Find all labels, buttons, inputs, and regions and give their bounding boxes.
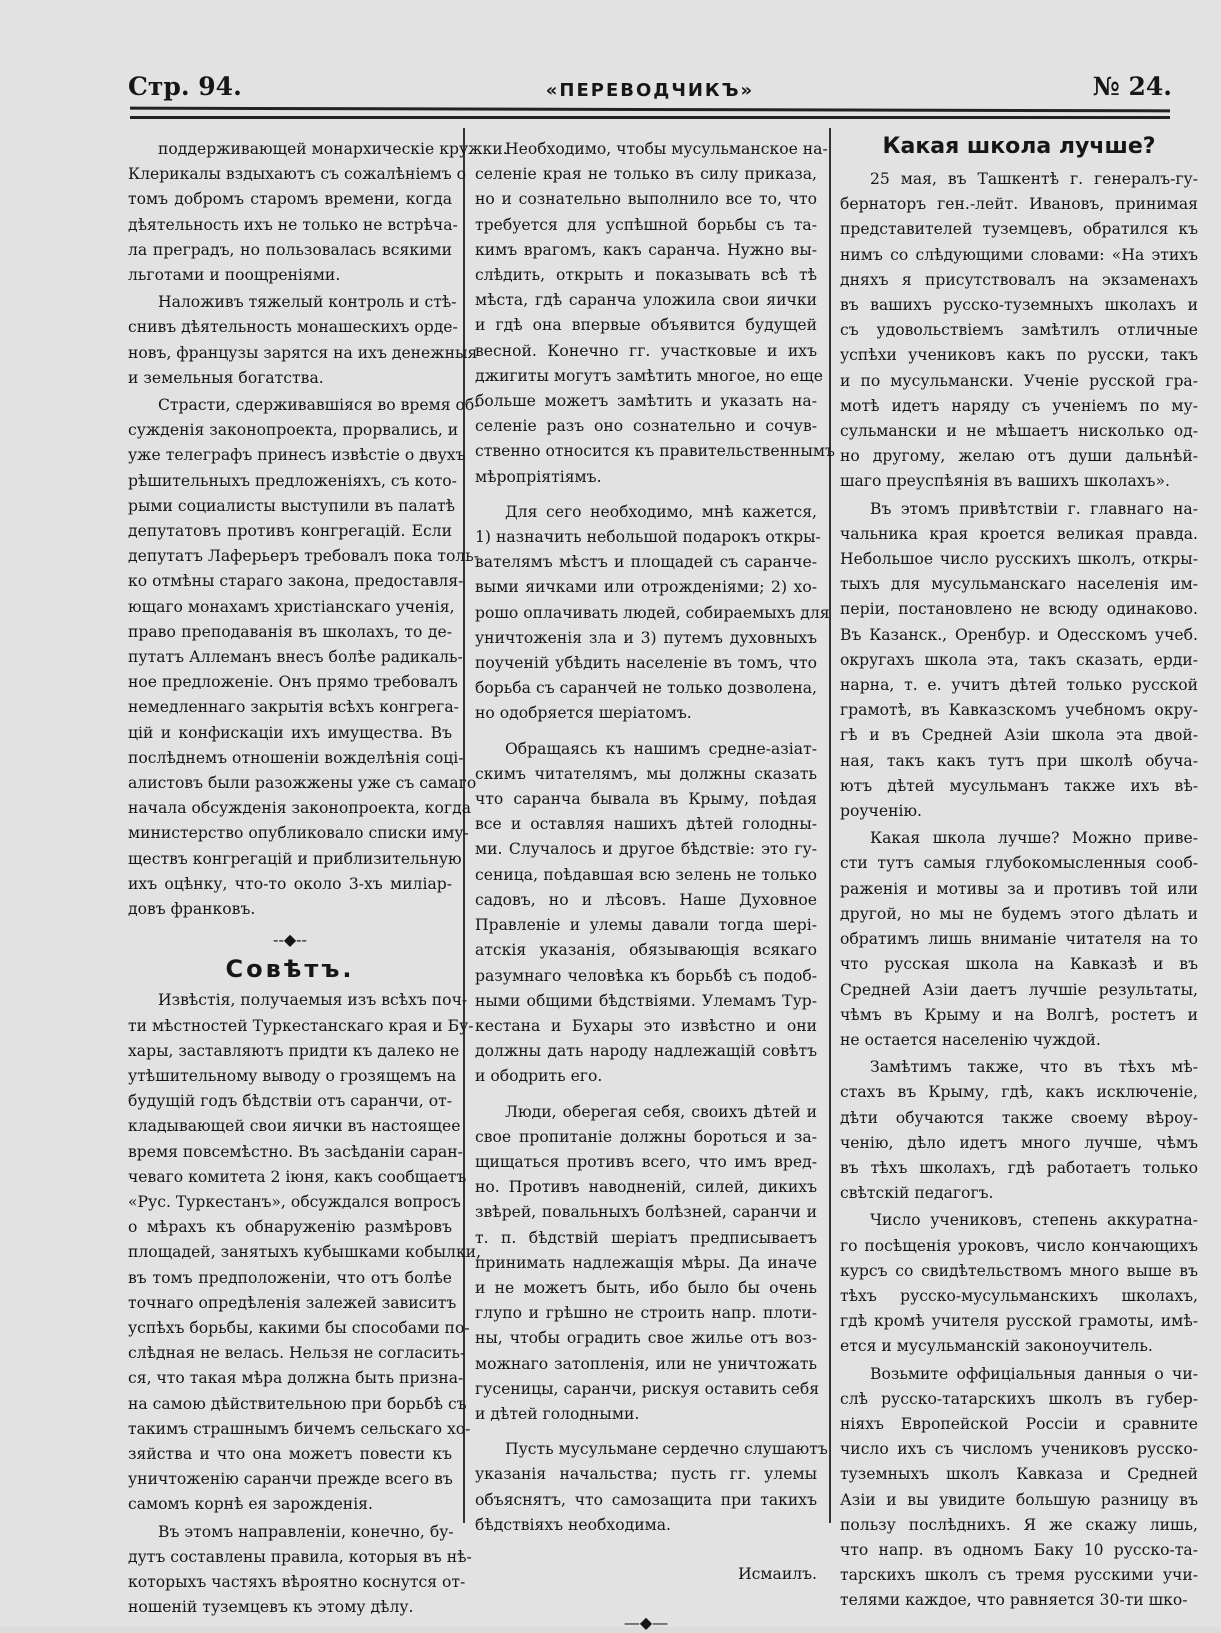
text-line: площадей, занятыхъ кубышками кобылки, <box>128 1243 482 1262</box>
left-column <box>128 137 508 1620</box>
text-line: свое пропитаніе должны бороться и за- <box>475 1127 817 1146</box>
paragraph <box>475 500 830 727</box>
text-line: успѣхи учениковъ какъ по русски, такъ <box>840 346 1198 365</box>
paragraph <box>475 1437 828 1538</box>
text-line: туземныхъ школъ Кавказа и Средней <box>840 1465 1198 1484</box>
text-line: ная, такъ какъ тутъ при школѣ обуча- <box>840 751 1198 770</box>
text-line: и дѣтей голодными. <box>475 1404 640 1423</box>
text-line: депутатъ Лаферьеръ требовалъ пока толь- <box>128 547 480 566</box>
paragraph <box>840 1055 1198 1206</box>
text-line: будущій годъ бѣдствіи отъ саранчи, от- <box>128 1092 452 1111</box>
text-line: кимъ врагомъ, какъ саранча. Нужно вы- <box>475 240 817 259</box>
text-line: немедленнаго закрытія всѣхъ конгрега- <box>128 698 459 717</box>
text-line: атскія указанія, обязывающія всякаго <box>475 941 817 960</box>
text-line: звѣрей, повальныхъ болѣзней, саранчи и <box>475 1203 817 1222</box>
paragraph <box>840 497 1198 825</box>
text-line: представителей туземцевъ, обратился къ <box>840 220 1198 239</box>
text-line: что саранча бывала въ Крыму, поѣдая <box>475 790 817 809</box>
text-line: сужденія законопроекта, прорвались, и <box>128 421 459 440</box>
text-line: ными общими бѣдствіями. Улемамъ Тур- <box>475 991 817 1010</box>
text-line: указанія начальства; пусть гг. улемы <box>475 1465 817 1484</box>
right-column <box>840 131 1198 1614</box>
text-line: кладывающей свои яички въ настоящее <box>128 1117 461 1136</box>
text-line: тѣхъ русско-мусульманскихъ школахъ, <box>840 1286 1198 1305</box>
text-line: весной. Конечно гг. участковые и ихъ <box>475 341 817 360</box>
text-line: тарскихъ школъ съ тремя русскими учи- <box>840 1566 1198 1585</box>
text-line: Необходимо, чтобы мусульманское на- <box>505 140 828 158</box>
text-line: 25 мая, въ Ташкентѣ г. генералъ-гу- <box>870 170 1198 188</box>
text-line: но. Противъ наводненій, силей, дикихъ <box>475 1178 817 1197</box>
text-line: о мѣрахъ къ обнаруженію размѣровъ <box>128 1218 452 1237</box>
text-line: цій и конфискаціи ихъ имущества. Въ <box>128 723 452 742</box>
text-line: ютъ дѣтей мусульманъ также ихъ вѣ- <box>840 776 1198 795</box>
text-line: требуется для успѣшной борьбы съ та- <box>475 215 817 234</box>
text-line: 1) назначить небольшой подарокъ откры- <box>475 528 821 547</box>
sovet-article-text <box>128 988 482 1620</box>
text-line: начала обсужденія законопроекта, когда <box>128 799 471 818</box>
middle-column <box>475 137 835 1633</box>
text-line: Правленіе и улемы давали тогда шері- <box>475 916 817 935</box>
text-line: кестана и Бухары это извѣстно и они <box>475 1016 817 1035</box>
text-line: дутъ составлены правила, которыя въ нѣ- <box>128 1547 472 1566</box>
text-line: ихъ оцѣнку, что-то около 3-хъ миліар- <box>128 874 452 893</box>
text-line: телями каждое, что равняется 30-ти шко- <box>840 1591 1188 1610</box>
middle-article-text <box>475 137 835 1538</box>
section-ornament: --◆-- <box>273 930 307 950</box>
text-line: ществъ конгрегацій и приблизительную <box>128 849 462 868</box>
text-line: пользу послѣднихъ. Я же скажу лишь, <box>840 1515 1198 1534</box>
school-article-text <box>840 167 1198 1614</box>
text-line: ющаго монахамъ христіанскаго ученія, <box>128 597 455 616</box>
text-line: скимъ читателямъ, мы должны сказать <box>475 764 817 783</box>
text-line: Обращаясь къ нашимъ средне-азіат- <box>505 739 817 758</box>
text-line: не остается населенію чуждой. <box>840 1030 1101 1049</box>
text-line: и по мусульмански. Ученіе русской гра- <box>840 371 1198 390</box>
newspaper-title: «ПЕРЕВОДЧИКЪ» <box>545 80 755 101</box>
text-line: Клерикалы вздыхаютъ съ сожалѣніемъ о <box>128 165 467 184</box>
text-line: селеніе края не только въ силу приказа, <box>475 165 817 184</box>
text-line: селеніе разъ оно сознательно и сочув- <box>475 417 817 436</box>
text-line: нимъ со слѣдующими словами: «На этихъ <box>840 245 1198 264</box>
text-line: свѣтскій педагогъ. <box>840 1184 994 1203</box>
text-line: дѣятельность ихъ не только не встрѣча- <box>128 215 458 234</box>
text-line: утѣшительному выводу о грозящемъ на <box>128 1066 457 1085</box>
text-line: гѣ и въ Средней Азіи школа эта двой- <box>840 726 1198 745</box>
text-line: поддерживающей монархическіе кружки. <box>158 140 508 158</box>
text-line: Число учениковъ, степень аккуратна- <box>870 1211 1198 1230</box>
text-line: рошо оплачивать людей, собираемыхъ для <box>475 603 830 622</box>
text-line: Страсти, сдерживавшіяся во время об- <box>158 396 480 415</box>
text-line: въ томъ предположеніи, что отъ болѣе <box>128 1268 452 1287</box>
text-line: такимъ страшнымъ бичемъ сельскаго хо- <box>128 1419 471 1438</box>
text-line: періи, постановлено не всюду одинаково. <box>840 600 1198 619</box>
page-header <box>128 72 1172 106</box>
text-line: Какая школа лучше? Можно приве- <box>870 829 1198 848</box>
text-line: принимать надлежащія мѣры. Да иначе <box>475 1253 817 1272</box>
text-line: снивъ дѣятельность монашескихъ орде- <box>128 318 458 337</box>
text-line: курсъ со свидѣтельствомъ много выше въ <box>840 1261 1198 1280</box>
text-line: мотѣ идетъ наряду съ ученіемъ по му- <box>840 396 1198 415</box>
paragraph <box>475 737 817 1090</box>
text-line: алистовъ были разожжены уже съ самаго <box>128 774 477 793</box>
text-line: уже телеграфъ принесъ извѣстіе о двухъ <box>128 446 466 465</box>
text-line: мѣропріятіямъ. <box>475 467 602 486</box>
text-line: но другому, желаю отъ души дальнѣй- <box>840 447 1198 466</box>
text-line: уничтоженія зла и 3) путемъ духовныхъ <box>475 628 817 647</box>
text-line: садовъ, но и лѣсовъ. Наше Духовное <box>475 890 817 909</box>
text-line: гусеницы, саранчи, рискуя оставить себя <box>475 1379 820 1398</box>
text-line: успѣхъ борьбы, какими бы способами по- <box>128 1318 470 1337</box>
text-line: ношеній туземцевъ къ этому дѣлу. <box>128 1598 414 1617</box>
text-line: число ихъ съ числомъ учениковъ русско- <box>840 1440 1198 1459</box>
text-line: роученію. <box>840 802 922 821</box>
column-divider-right <box>829 128 831 1523</box>
text-line: Въ этомъ привѣтствіи г. главнаго на- <box>870 499 1198 518</box>
text-line: го посѣщенія уроковъ, число кончающихъ <box>840 1236 1198 1255</box>
paragraph <box>840 1362 1198 1614</box>
text-line: ченію, дѣло идетъ много лучше, чѣмъ <box>840 1133 1198 1152</box>
text-line: глупо и грѣшно не строить напр. плоти- <box>475 1304 817 1323</box>
text-line: ніяхъ Европейской Россіи и сравните <box>840 1414 1198 1433</box>
text-line: Наложивъ тяжелый контроль и стѣ- <box>158 293 457 312</box>
text-line: путатъ Аллеманъ внесъ болѣе радикаль- <box>128 648 463 667</box>
text-line: довъ франковъ. <box>128 900 256 919</box>
text-line: бернаторъ ген.-лейт. Ивановъ, принимая <box>840 195 1198 214</box>
text-line: и ободрить его. <box>475 1067 603 1086</box>
header-rule-top <box>130 107 1170 113</box>
text-line: раженія и мотивы за и противъ той или <box>840 879 1198 898</box>
paragraph <box>475 137 835 490</box>
text-line: обратимъ лишь вниманіе читателя на то <box>840 930 1198 949</box>
text-line: дняхъ я присутствовалъ на экзаменахъ <box>840 270 1198 289</box>
text-line: разумнаго человѣка къ борьбѣ съ подоб- <box>475 966 817 985</box>
paragraph <box>128 137 508 288</box>
text-line: чеваго комитета 2 іюня, какъ сообщаетъ <box>128 1167 467 1186</box>
text-line: гдѣ кромѣ учителя русской грамоты, имѣ- <box>840 1312 1198 1331</box>
text-line: хары, заставляютъ придти къ далеко не <box>128 1041 460 1060</box>
text-line: и земельныя богатства. <box>128 368 324 387</box>
text-line: нарна, т. е. учитъ дѣтей только русской <box>840 676 1198 695</box>
text-line: и гдѣ она впервые объявится будущей <box>475 316 817 335</box>
text-line: Возьмите оффиціальныя данныя о чи- <box>870 1364 1198 1383</box>
text-line: выми яичками или отрожденіями; 2) хо- <box>475 578 817 597</box>
text-line: стахъ въ Крыму, гдѣ, какъ исключеніе, <box>840 1083 1198 1102</box>
text-line: ся, что такая мѣра должна быть призна- <box>128 1369 464 1388</box>
text-line: Для сего необходимо, мнѣ кажется, <box>505 502 817 521</box>
text-line: чѣмъ въ Крыму и на Волгѣ, ростетъ и <box>840 1005 1198 1024</box>
text-line: депутатовъ противъ конгрегацій. Если <box>128 522 452 541</box>
text-line: ны, чтобы оградить свое жилье отъ воз- <box>475 1329 817 1348</box>
text-line: ное предложеніе. Онъ прямо требовалъ <box>128 673 458 692</box>
text-line: въ вашихъ русско-туземныхъ школахъ и <box>840 296 1198 315</box>
text-line: чальника края кроется великая правда. <box>840 524 1198 543</box>
paragraph <box>128 290 478 391</box>
page-number: Стр. 94. <box>128 72 242 101</box>
text-line: больше можетъ замѣтить и указать на- <box>475 392 817 411</box>
text-line: ко отмѣны стараго закона, предоставля- <box>128 572 464 591</box>
text-line: уничтоженію саранчи прежде всего въ <box>128 1470 453 1489</box>
text-line: дѣти обучаются также своему вѣроу- <box>840 1108 1198 1127</box>
text-line: на самою дѣйствительною при борьбѣ съ <box>128 1394 467 1413</box>
text-line: джигиты могутъ замѣтить многое, но еще <box>475 366 823 385</box>
text-line: ется и мусульманскій законоучитель. <box>840 1337 1153 1356</box>
text-line: объяснятъ, что самозащита при такихъ <box>475 1490 817 1509</box>
text-line: которыхъ частяхъ вѣроятно коснутся от- <box>128 1572 466 1591</box>
text-line: ми. Случалось и другое бѣдствіе: это гу- <box>475 840 817 859</box>
text-line: должны дать народу надлежащій совѣтъ <box>475 1042 817 1061</box>
text-line: что русская школа на Кавказѣ и въ <box>840 955 1198 974</box>
text-line: бѣдствіяхъ необходима. <box>475 1515 671 1534</box>
text-line: Извѣстія, получаемыя изъ всѣхъ поч- <box>158 991 468 1010</box>
text-line: слѣдная не велась. Нельзя не согласить- <box>128 1344 466 1363</box>
text-line: что напр. въ одномъ Баку 10 русско-та- <box>840 1540 1198 1559</box>
text-line: ти мѣстностей Туркестанскаго края и Бу- <box>128 1016 474 1035</box>
text-line: другой, но мы не будемъ этого дѣлать и <box>840 904 1198 923</box>
text-line: и не можетъ быть, ибо было бы очень <box>475 1278 817 1297</box>
text-line: сти тутъ самыя глубокомысленныя сооб- <box>840 854 1198 873</box>
text-line: право преподаванія въ школахъ, то де- <box>128 622 452 641</box>
text-line: ла преградъ, но пользовалась всякими <box>128 240 452 259</box>
text-line: Въ Казанск., Оренбур. и Одесскомъ учеб. <box>840 625 1198 644</box>
text-line: округахъ школа эта, такъ сказать, ерди- <box>840 650 1198 669</box>
paragraph <box>840 826 1198 1053</box>
text-line: послѣднемъ отношеніи вожделѣнія соці- <box>128 748 464 767</box>
text-line: Азіи и вы увидите большую разницу въ <box>840 1490 1198 1509</box>
author-signature: Исмаилъ. <box>738 1564 817 1583</box>
text-line: время повсемѣстно. Въ засѣданіи саран- <box>128 1142 463 1161</box>
paragraph <box>128 1520 472 1621</box>
text-line: можнаго затопленія, или не уничтожать <box>475 1354 817 1373</box>
text-line: все и оставляя нашихъ дѣтей голодны- <box>475 815 817 834</box>
left-intro-text <box>128 137 508 922</box>
text-line: но одобряется шеріатомъ. <box>475 704 692 723</box>
article-title-school: Какая школа лучше? <box>882 134 1156 159</box>
text-line: въ тѣхъ школахъ, гдѣ работаетъ только <box>840 1158 1198 1177</box>
paragraph <box>128 988 482 1517</box>
end-ornament: —◆— <box>623 1613 669 1633</box>
text-line: щищаться противъ всего, что имъ вред- <box>475 1152 817 1171</box>
text-line: Средней Азіи даетъ лучшіе результаты, <box>840 980 1198 999</box>
text-line: «Рус. Туркестанъ», обсуждался вопросъ <box>128 1192 461 1211</box>
text-line: сеница, поѣдавшая всю зелень не только <box>475 865 817 884</box>
text-line: министерство опубликовало списки иму- <box>128 824 469 843</box>
text-line: т. п. бѣдствій шеріатъ предписываетъ <box>475 1228 817 1247</box>
text-line: рыми социалисты выступили въ палатѣ <box>128 496 456 515</box>
text-line: Въ этомъ направленіи, конечно, бу- <box>158 1522 454 1541</box>
text-line: томъ добромъ старомъ времени, когда <box>128 190 452 209</box>
text-line: новъ, французы зарятся на ихъ денежныя <box>128 343 478 362</box>
text-line: тыхъ для мусульманскаго населенія им- <box>840 575 1198 594</box>
text-line: ственно относится къ правительственнымъ <box>475 442 835 461</box>
text-line: грамотѣ, въ Кавказскомъ учебномъ окру- <box>840 701 1198 720</box>
text-line: Небольшое число русскихъ школъ, откры- <box>840 550 1198 569</box>
text-line: съ удовольствіемъ замѣтилъ отличные <box>840 321 1198 340</box>
text-line: сульмански и не мѣшаетъ нисколько од- <box>840 422 1198 441</box>
issue-number: № 24. <box>1092 72 1172 101</box>
text-line: мѣста, гдѣ саранча уложила свои яички <box>475 291 817 310</box>
text-line: шаго преуспѣянія въ вашихъ школахъ». <box>840 472 1170 491</box>
text-line: Люди, оберегая себя, своихъ дѣтей и <box>505 1102 817 1121</box>
text-line: слѣдить, открыть и показывать всѣ тѣ <box>475 266 817 285</box>
text-line: точнаго опредѣленія залежей зависитъ <box>128 1293 457 1312</box>
text-line: вателямъ мѣстъ и площадей съ саранче- <box>475 553 817 572</box>
header-rule-bottom <box>130 116 1170 119</box>
text-line: рѣшительныхъ предложеніяхъ, съ кото- <box>128 471 457 490</box>
text-line: борьба съ саранчей не только дозволена, <box>475 679 817 698</box>
text-line: зяйства и что она можетъ повести къ <box>128 1444 452 1463</box>
text-line: поученій убѣдить населеніе въ томъ, что <box>475 654 817 673</box>
text-line: Замѣтимъ также, что въ тѣхъ мѣ- <box>870 1058 1198 1077</box>
text-line: Пусть мусульмане сердечно слушаютъ <box>505 1440 828 1459</box>
text-line: но и сознательно выполнило все то, что <box>475 190 817 209</box>
paragraph <box>840 167 1198 495</box>
text-line: самомъ корнѣ ея зарожденія. <box>128 1495 373 1514</box>
paragraph <box>475 1100 820 1428</box>
paragraph <box>128 393 480 922</box>
text-line: льготами и поощреніями. <box>128 266 341 285</box>
text-line: слѣ русско-татарскихъ школъ въ губер- <box>840 1389 1198 1408</box>
paragraph <box>840 1208 1198 1359</box>
article-title-sovet: Совѣтъ. <box>225 955 355 984</box>
